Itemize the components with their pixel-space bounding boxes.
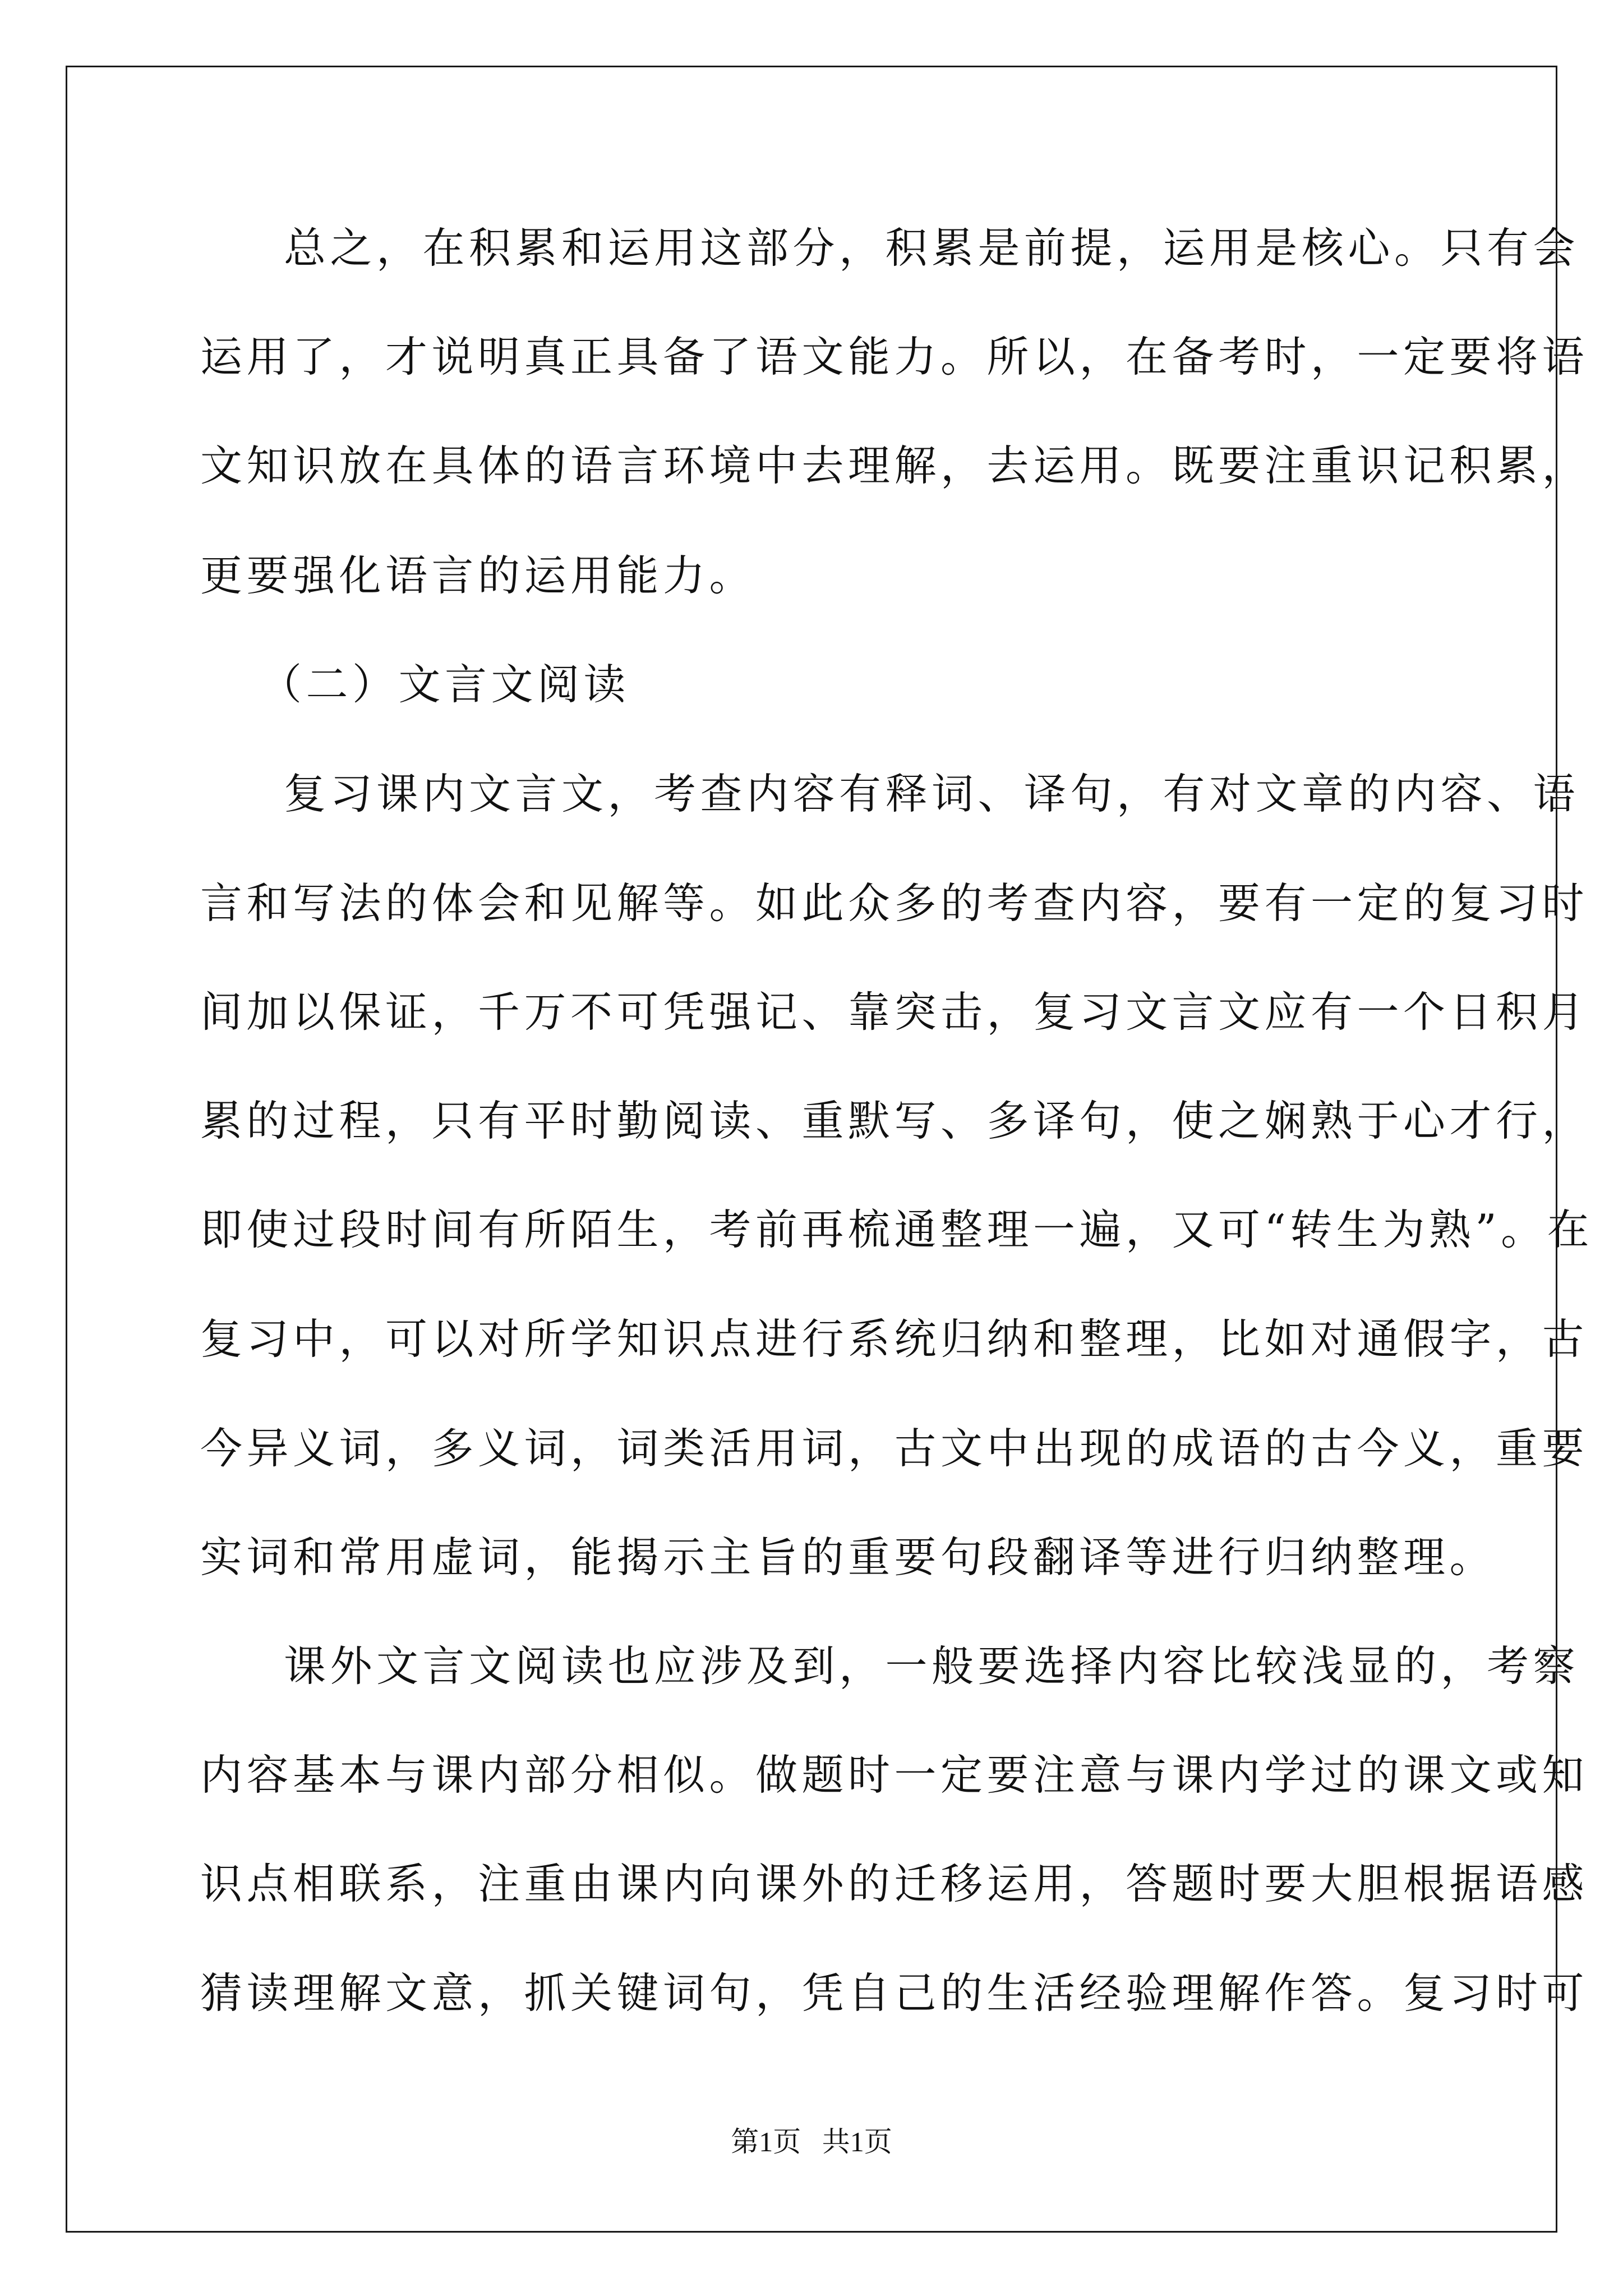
page-total: 共1页 xyxy=(822,2126,892,2157)
text-line: 实词和常用虚词，能揭示主旨的重要句段翻译等进行归纳整理。 xyxy=(200,1533,1496,1582)
text-line: 文知识放在具体的语言环境中去理解，去运用。既要注重识记积累， xyxy=(200,441,1589,490)
text-line: 累的过程，只有平时勤阅读、重默写、多译句，使之娴熟于心才行， xyxy=(200,1096,1589,1145)
text-line: 猜读理解文意，抓关键词句，凭自己的生活经验理解作答。复习时可 xyxy=(200,1968,1589,2018)
section-heading: （二）文言文阅读 xyxy=(260,660,630,709)
text-line: 运用了，才说明真正具备了语文能力。所以，在备考时，一定要将语 xyxy=(200,332,1589,381)
text-line: 间加以保证，千万不可凭强记、靠突击，复习文言文应有一个日积月 xyxy=(200,987,1589,1037)
text-line: 言和写法的体会和见解等。如此众多的考查内容，要有一定的复习时 xyxy=(200,878,1589,928)
page-footer xyxy=(0,2125,1623,2159)
text-line: 内容基本与课内部分相似。做题时一定要注意与课内学过的课文或知 xyxy=(200,1750,1589,1800)
text-line: 总之，在积累和运用这部分，积累是前提，运用是核心。只有会 xyxy=(284,223,1580,273)
text-line: 更要强化语言的运用能力。 xyxy=(200,551,756,600)
page-number: 第1页 xyxy=(731,2126,801,2157)
text-line: 即使过段时间有所陌生，考前再梳通整理一遍，又可“转生为熟”。在 xyxy=(200,1205,1594,1254)
text-line: 课外文言文阅读也应涉及到，一般要选择内容比较浅显的，考察 xyxy=(284,1641,1580,1691)
text-line: 复习课内文言文，考查内容有释词、译句，有对文章的内容、语 xyxy=(284,769,1580,818)
text-line: 复习中，可以对所学知识点进行系统归纳和整理，比如对通假字，古 xyxy=(200,1314,1589,1364)
text-line: 今异义词，多义词，词类活用词，古文中出现的成语的古今义，重要 xyxy=(200,1424,1589,1473)
text-line: 识点相联系，注重由课内向课外的迁移运用，答题时要大胆根据语感 xyxy=(200,1859,1589,1908)
